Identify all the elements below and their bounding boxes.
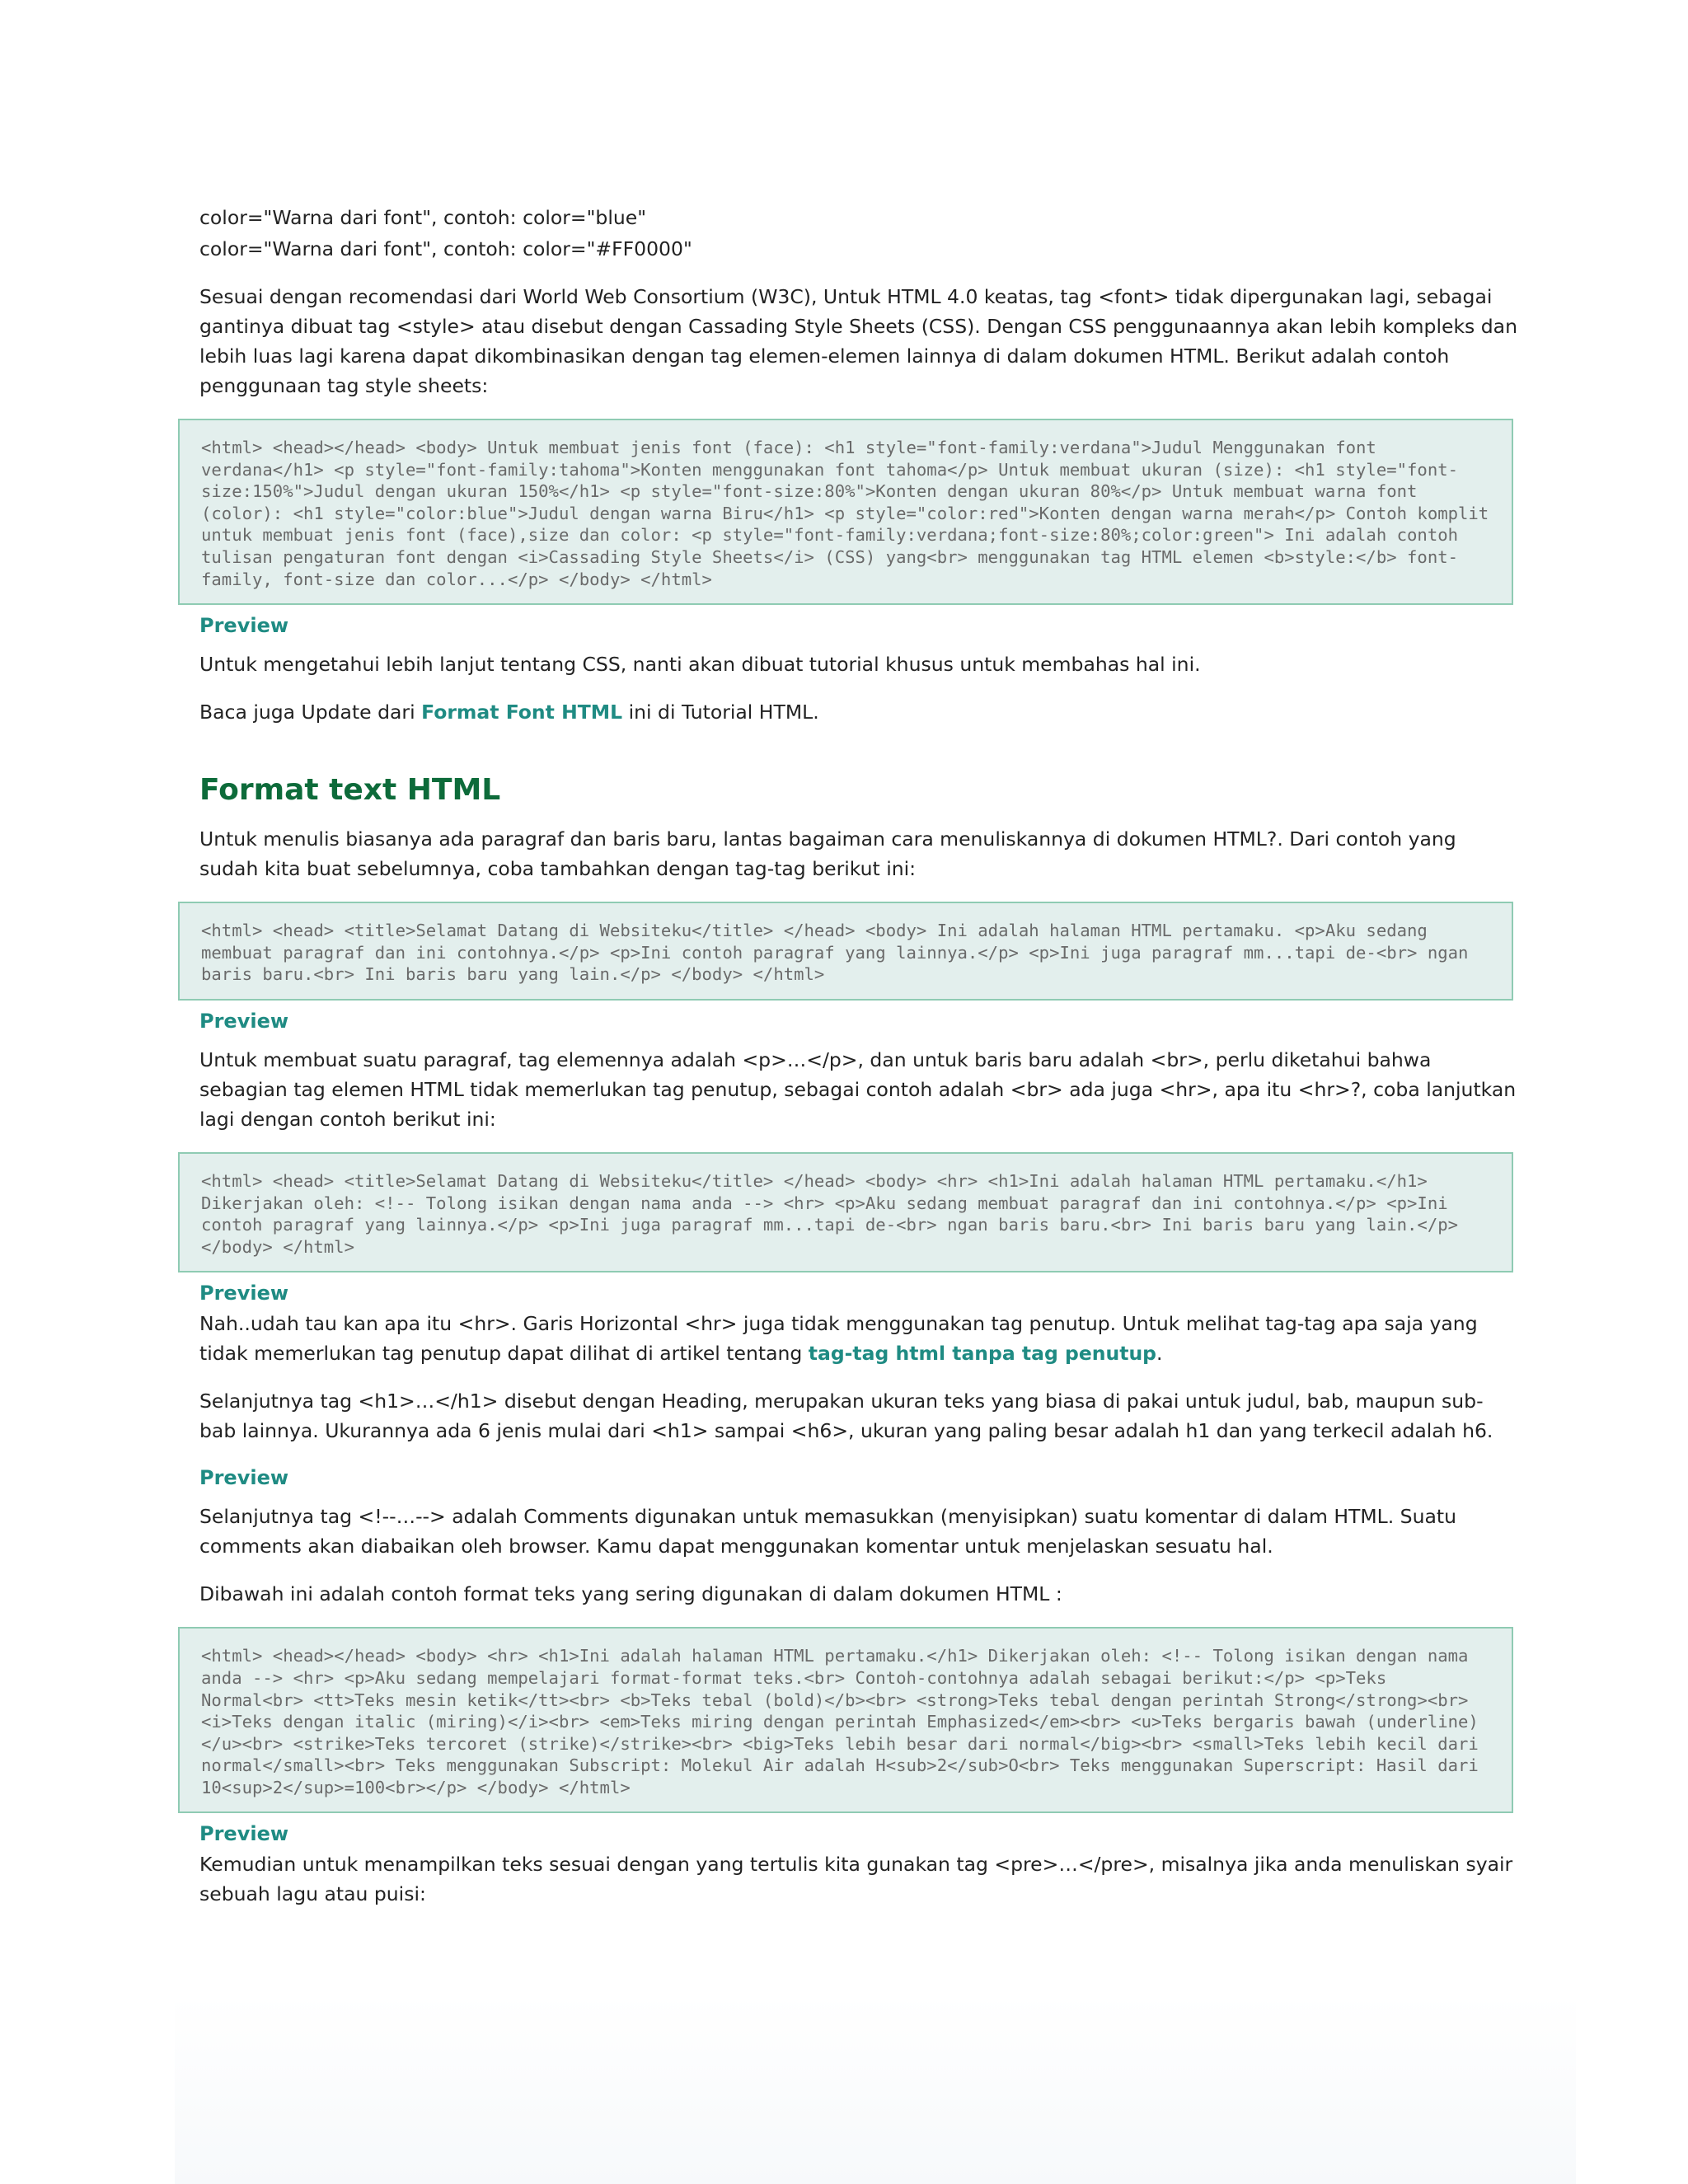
- code-block-css: <html> <head></head> <body> Untuk membuat jenis font (face): <h1 style="font-family:verdana">Judul Menggunakan font verdana</h1> <p style="font-family:tahoma">Konten menggunakan font tahoma</p> Untuk membuat ukuran (size): <h1 style="font-size:150%">Judul dengan ukuran 150%</h1> <p style="font-size:80%">Konten dengan ukuran 80%</p> Untuk membuat warna font (color): <h1 style="color:blue">Judul dengan warna Biru</h1> <p style="color:red">Konten dengan warna merah</p> Contoh komplit untuk membuat jenis font (face),size dan color: <p style="font-family:verdana;font-size:80%;color:green"> Ini adalah contoh tulisan pengaturan font dengan <i>Cassading Style Sheets</i> (CSS) yang<br> menggunakan tag HTML elemen <b>style:</b> font-family, font-size dan color...</p> </body> </html>: [178, 419, 1513, 605]
- article-body: [199, 203, 1518, 1927]
- paragraph-comments: Selanjutnya tag <!--…--> adalah Comments digunakan untuk memasukkan (menyisipkan) suatu komentar di dalam HTML. Suatu comments akan diabaikan oleh browser. Kamu dapat menggunakan komentar untuk menjelaskan sesuatu hal.: [199, 1505, 1456, 1558]
- intro-line-2: color="Warna dari font", contoh: color="#FF0000": [199, 237, 692, 260]
- section-title: Format text HTML: [199, 773, 501, 808]
- paragraph-examples: Dibawah ini adalah contoh format teks yang sering digunakan di dalam dokumen HTML :: [199, 1582, 1062, 1606]
- preview-link-2[interactable]: Preview: [199, 1009, 289, 1033]
- paragraph-css: Sesuai dengan recomendasi dari World Web Consortium (W3C), Untuk HTML 4.0 keatas, tag <font> tidak dipergunakan lagi, sebagai gantinya dibuat tag <style> atau disebut dengan Cassading Style Sheets (CSS). Dengan CSS penggunaannya akan lebih kompleks dan lebih luas lagi karena dapat dikombinasikan dengan tag elemen-elemen lainnya di dalam dokumen HTML. Berikut adalah contoh penggunaan tag style sheets:: [199, 285, 1517, 397]
- bottom-fade: [175, 1994, 1576, 2184]
- intro-line-1: color="Warna dari font", contoh: color="blue": [199, 206, 647, 229]
- format-font-html-link[interactable]: Format Font HTML: [421, 701, 623, 724]
- paragraph-format-intro: Untuk menulis biasanya ada paragraf dan baris baru, lantas bagaiman cara menuliskannya di dokumen HTML?. Dari contoh yang sudah kita buat sebelumnya, coba tambahkan dengan tag-tag berikut ini:: [199, 827, 1456, 881]
- preview-link-1[interactable]: Preview: [199, 614, 289, 638]
- paragraph-css-more: Untuk mengetahui lebih lanjut tentang CSS, nanti akan dibuat tutorial khusus untuk membahas hal ini.: [199, 653, 1201, 677]
- hr-text-before: Nah..udah tau kan apa itu <hr>. Garis Horizontal <hr> juga tidak menggunakan tag penutup. Untuk melihat tag-tag apa saja yang tidak memerlukan tag penutup dapat dilihat di artikel tentang: [199, 1312, 1478, 1366]
- update-text-before: Baca juga Update dari: [199, 701, 422, 724]
- tag-tanpa-penutup-link[interactable]: tag-tag html tanpa tag penutup: [808, 1342, 1156, 1366]
- paragraph-pre: Kemudian untuk menampilkan teks sesuai dengan yang tertulis kita gunakan tag <pre>…</pre>, misalnya jika anda menuliskan syair sebuah lagu atau puisi:: [199, 1853, 1513, 1906]
- preview-link-5[interactable]: Preview: [199, 1822, 289, 1846]
- paragraph-heading: Selanjutnya tag <h1>…</h1> disebut dengan Heading, merupakan ukuran teks yang biasa di pakai untuk judul, bab, maupun sub-bab lainnya. Ukurannya ada 6 jenis mulai dari <h1> sampai <h6>, ukuran yang paling besar adalah h1 dan yang terkecil adalah h6.: [199, 1390, 1493, 1443]
- paragraph-hr: [199, 1309, 1518, 1368]
- code-block-hr: <html> <head> <title>Selamat Datang di Websiteku</title> </head> <body> <hr> <h1>Ini adalah halaman HTML pertamaku.</h1> Dikerjakan oleh: <!-- Tolong isikan dengan nama anda --> <hr> <p>Aku sedang membuat paragraf dan ini contohnya.</p> <p>Ini contoh paragraf yang lainnya.</p> <p>Ini juga paragraf mm...tapi de-<br> ngan baris baru.<br> Ini baris baru yang lain.</p> </body> </html>: [178, 1152, 1513, 1272]
- paragraph-p-tag: Untuk membuat suatu paragraf, tag elemennya adalah <p>…</p>, dan untuk baris baru adalah <br>, perlu diketahui bahwa sebagian tag elemen HTML tidak memerlukan tag penutup, sebagai contoh adalah <br> ada juga <hr>, apa itu <hr>?, coba lanjutkan lagi dengan contoh berikut ini:: [199, 1047, 1517, 1131]
- hr-text-after: .: [1156, 1342, 1163, 1366]
- code-block-paragraph: <html> <head> <title>Selamat Datang di Websiteku</title> </head> <body> Ini adalah halaman HTML pertamaku. <p>Aku sedang membuat paragraf dan ini contohnya.</p> <p>Ini contoh paragraf yang lainnya.</p> <p>Ini juga paragraf mm...tapi de-<br> ngan baris baru.<br> Ini baris baru yang lain.</p> </body> </html>: [178, 902, 1513, 1001]
- code-block-format-text: <html> <head></head> <body> <hr> <h1>Ini adalah halaman HTML pertamaku.</h1> Dikerjakan oleh: <!-- Tolong isikan dengan nama anda --> <hr> <p>Aku sedang mempelajari format-format teks.<br> Contoh-contohnya adalah sebagai berikut:</p> <p>Teks Normal<br> <tt>Teks mesin ketik</tt><br> <b>Teks tebal (bold)</b><br> <strong>Teks tebal dengan perintah Strong</strong><br> <i>Teks dengan italic (miring)</i><br> <em>Teks miring dengan perintah Emphasized</em><br> <u>Teks bergaris bawah (underline)</u><br> <strike>Teks tercoret (strike)</strike><br> <big>Teks lebih besar dari normal</big><br> <small>Teks lebih kecil dari normal</small><br> Teks menggunakan Subscript: Molekul Air adalah H<sub>2</sub>O<br> Teks menggunakan Superscript: Hasil dari 10<sup>2</sup>=100<br></p> </body> </html>: [178, 1627, 1513, 1813]
- paragraph-update: [199, 697, 1518, 727]
- preview-link-3[interactable]: Preview: [199, 1282, 289, 1305]
- update-text-after: ini di Tutorial HTML.: [622, 701, 819, 724]
- preview-link-4[interactable]: Preview: [199, 1466, 289, 1490]
